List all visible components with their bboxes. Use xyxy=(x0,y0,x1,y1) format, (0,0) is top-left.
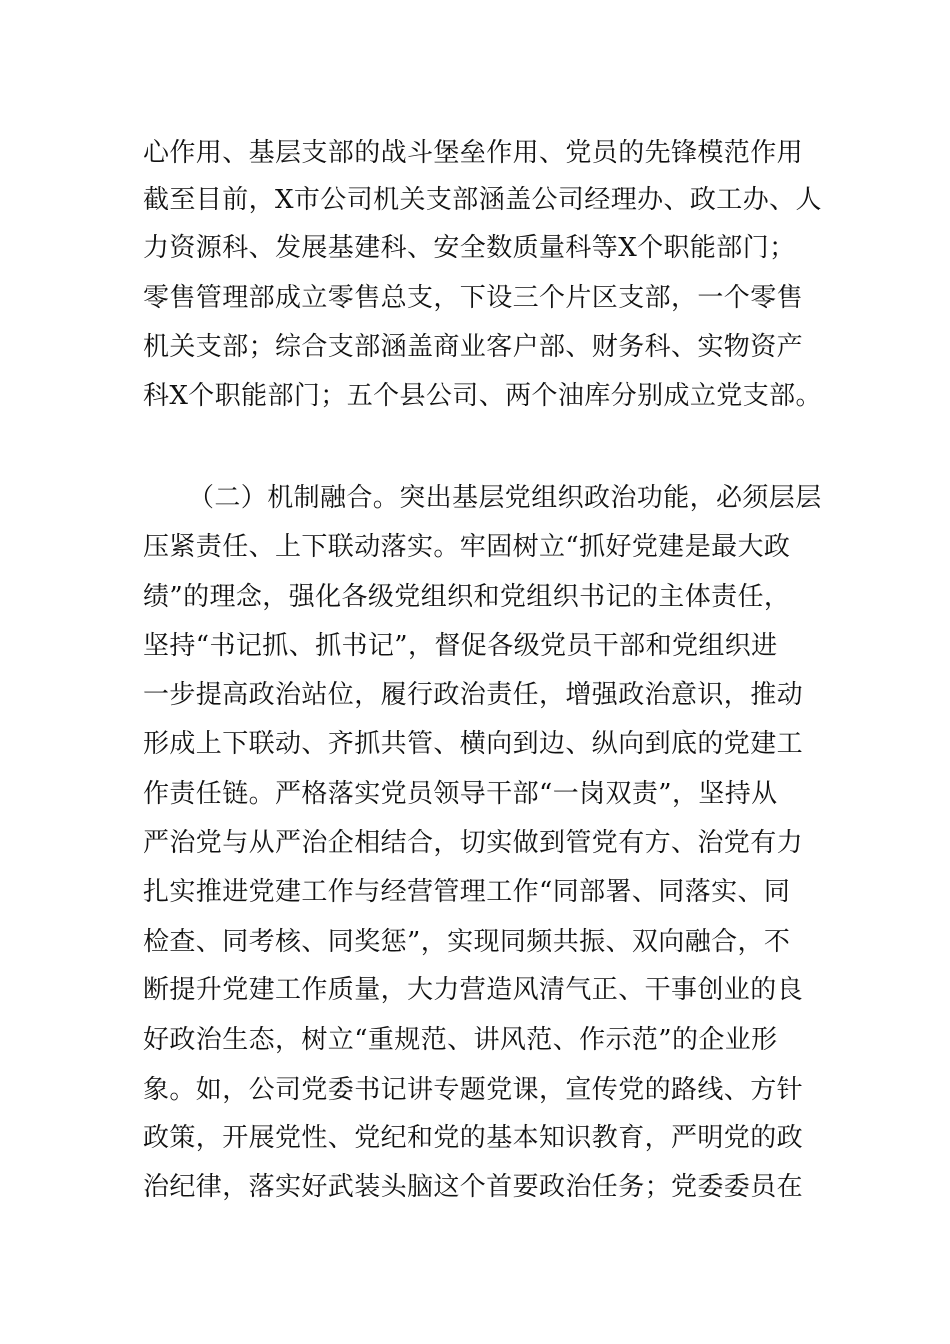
paragraph-1-line-5: 机关支部；综合支部涵盖商业客户部、财务科、实物资产 xyxy=(143,332,804,362)
paragraph-1-line-4: 零售管理部成立零售总支，下设三个片区支部，一个零售 xyxy=(143,283,804,313)
paragraph-2-line-9: 扎实推进党建工作与经营管理工作“同部署、同落实、同 xyxy=(143,877,791,907)
paragraph-2-line-3: 绩”的理念，强化各级党组织和党组织书记的主体责任， xyxy=(143,582,791,612)
paragraph-2-line-2: 压紧责任、上下联动落实。牢固树立“抓好党建是最大政 xyxy=(143,532,791,562)
paragraph-2-line-1: （二）机制融合。突出基层党组织政治功能，必须层层 xyxy=(188,483,822,513)
paragraph-1-line-1: 心作用、基层支部的战斗堡垒作用、党员的先锋模范作用 xyxy=(143,138,804,168)
paragraph-2-line-7: 作责任链。严格落实党员领导干部“一岗双责”，坚持从 xyxy=(143,779,778,809)
paragraph-1-line-6: 科X个职能部门；五个县公司、两个油库分别成立党支部。 xyxy=(143,381,822,411)
paragraph-2-line-12: 好政治生态，树立“重规范、讲风范、作示范”的企业形 xyxy=(143,1025,778,1055)
paragraph-2-line-10: 检查、同考核、同奖惩”，实现同频共振、双向融合，不 xyxy=(143,927,791,957)
paragraph-2-line-5: 一步提高政治站位，履行政治责任，增强政治意识，推动 xyxy=(143,680,804,710)
paragraph-2-line-8: 严治党与从严治企相结合，切实做到管党有方、治党有力 xyxy=(143,828,804,858)
paragraph-2-line-11: 断提升党建工作质量，大力营造风清气正、干事创业的良 xyxy=(143,975,804,1005)
paragraph-1-line-2: 截至目前，X市公司机关支部涵盖公司经理办、政工办、人 xyxy=(143,185,822,215)
paragraph-2-line-15: 治纪律，落实好武装头脑这个首要政治任务；党委委员在 xyxy=(143,1172,804,1202)
paragraph-1-line-3: 力资源科、发展基建科、安全数质量科等X个职能部门； xyxy=(143,233,796,263)
paragraph-2-line-4: 坚持“书记抓、抓书记”，督促各级党员干部和党组织进 xyxy=(143,631,778,661)
paragraph-2-line-6: 形成上下联动、齐抓共管、横向到边、纵向到底的党建工 xyxy=(143,729,804,759)
paragraph-2-line-14: 政策，开展党性、党纪和党的基本知识教育，严明党的政 xyxy=(143,1123,804,1153)
paragraph-2-line-13: 象。如，公司党委书记讲专题党课，宣传党的路线、方针 xyxy=(143,1075,804,1105)
